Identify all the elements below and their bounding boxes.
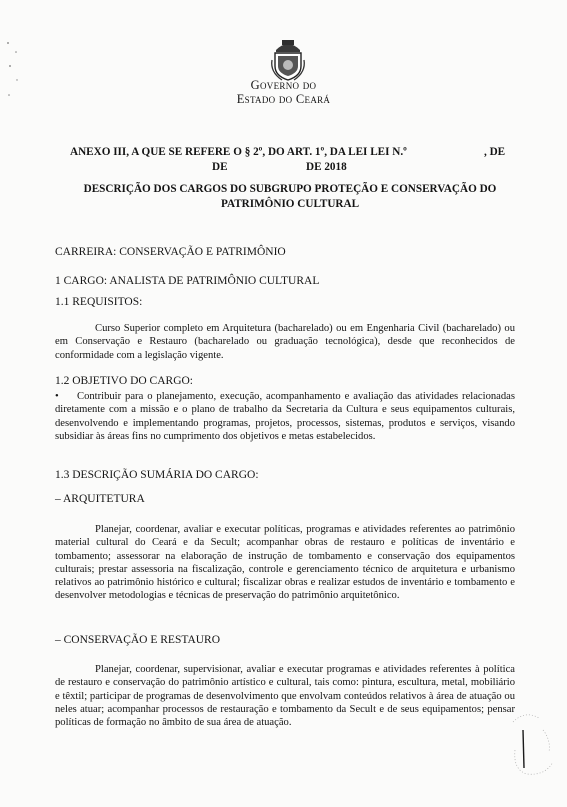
annex-reference-line1: ANEXO III, A QUE SE REFERE O § 2º, DO ART. 1º, DA LEI LEI N.º <box>70 146 407 158</box>
requisitos-heading: 1.1 REQUISITOS: <box>55 296 143 308</box>
objetivo-text: Contribuir para o planejamento, execução, acompanhamento e avaliação das atividades relacionadas diretamente com a missão e o plano de trabalho da Secretaria da Cultura e seus equipamentos culturais, desenvolvendo e implementando programas, projetos, processos, sistemas, produtos e serviços, visando subsidiar às áreas fins no cumprimento dos objetivos e metas estabelecidos. <box>55 391 515 442</box>
descricao-heading: 1.3 DESCRIÇÃO SUMÁRIA DO CARGO: <box>55 469 259 481</box>
annex-reference-year: DE 2018 <box>306 161 347 173</box>
objetivo-heading: 1.2 OBJETIVO DO CARGO: <box>55 375 193 387</box>
arquitetura-text: Planejar, coordenar, avaliar e executar políticas, programas e atividades referentes ao patrimônio material cultural do Ceará e da Secult; acompanhar obras de restauro e políticas de inventário e tombamento; assessorar na elaboração de instrução de tombamento e conservação dos equipamentos culturais; prestar assessoria na fiscalização, controle e gerenciamento técnico de arquitetura e urbanismo relativos ao patrimônio histórico e cultural; fiscalizar obras e realizar estudos de inventário e tombamento e desenvolver metodologias e técnicas de preservação do patrimônio arquitetônico. <box>55 524 515 602</box>
initials-signature-mark <box>505 700 560 780</box>
career-heading: CARREIRA: CONSERVAÇÃO E PATRIMÔNIO <box>55 246 286 258</box>
annex-reference-date-suffix: , DE <box>484 146 506 158</box>
government-title-line1: Governo do <box>250 78 317 92</box>
annex-reference-de: DE <box>212 161 228 173</box>
description-title: DESCRIÇÃO DOS CARGOS DO SUBGRUPO PROTEÇÃO E CONSERVAÇÃO DO PATRIMÔNIO CULTURAL <box>83 183 497 210</box>
arquitetura-heading: – ARQUITETURA <box>55 493 145 505</box>
government-title-line2: Estado do Ceará <box>236 92 331 106</box>
objetivo-paragraph <box>55 390 515 443</box>
conservacao-text: Planejar, coordenar, supervisionar, avaliar e executar programas e atividades referentes à política de restauro e conservação do patrimônio artístico e cultural, tais como: pintura, escultura, metal, mobiliário e têxtil; participar de programas de desenvolvimento que envolvam conteúdos relativos à área de atuação ou neles atuar; acompanhar processos de restauração e tombamento da Secult e de seus equipamentos; pensar políticas de formação no âmbito de sua área de atuação. <box>55 664 515 729</box>
state-crest-icon <box>268 36 308 82</box>
bullet-mark: • <box>55 391 59 402</box>
requisitos-text: Curso Superior completo em Arquitetura (bacharelado) ou em Engenharia Civil (bacharelado) ou em Conservação e Restauro (bacharelado ou graduação tecnológica), desde que reconhecidos de conformidade com a legislação vigente. <box>55 323 515 361</box>
cargo-heading: 1 CARGO: ANALISTA DE PATRIMÔNIO CULTURAL <box>55 275 320 287</box>
conservacao-heading: – CONSERVAÇÃO E RESTAURO <box>55 634 221 646</box>
